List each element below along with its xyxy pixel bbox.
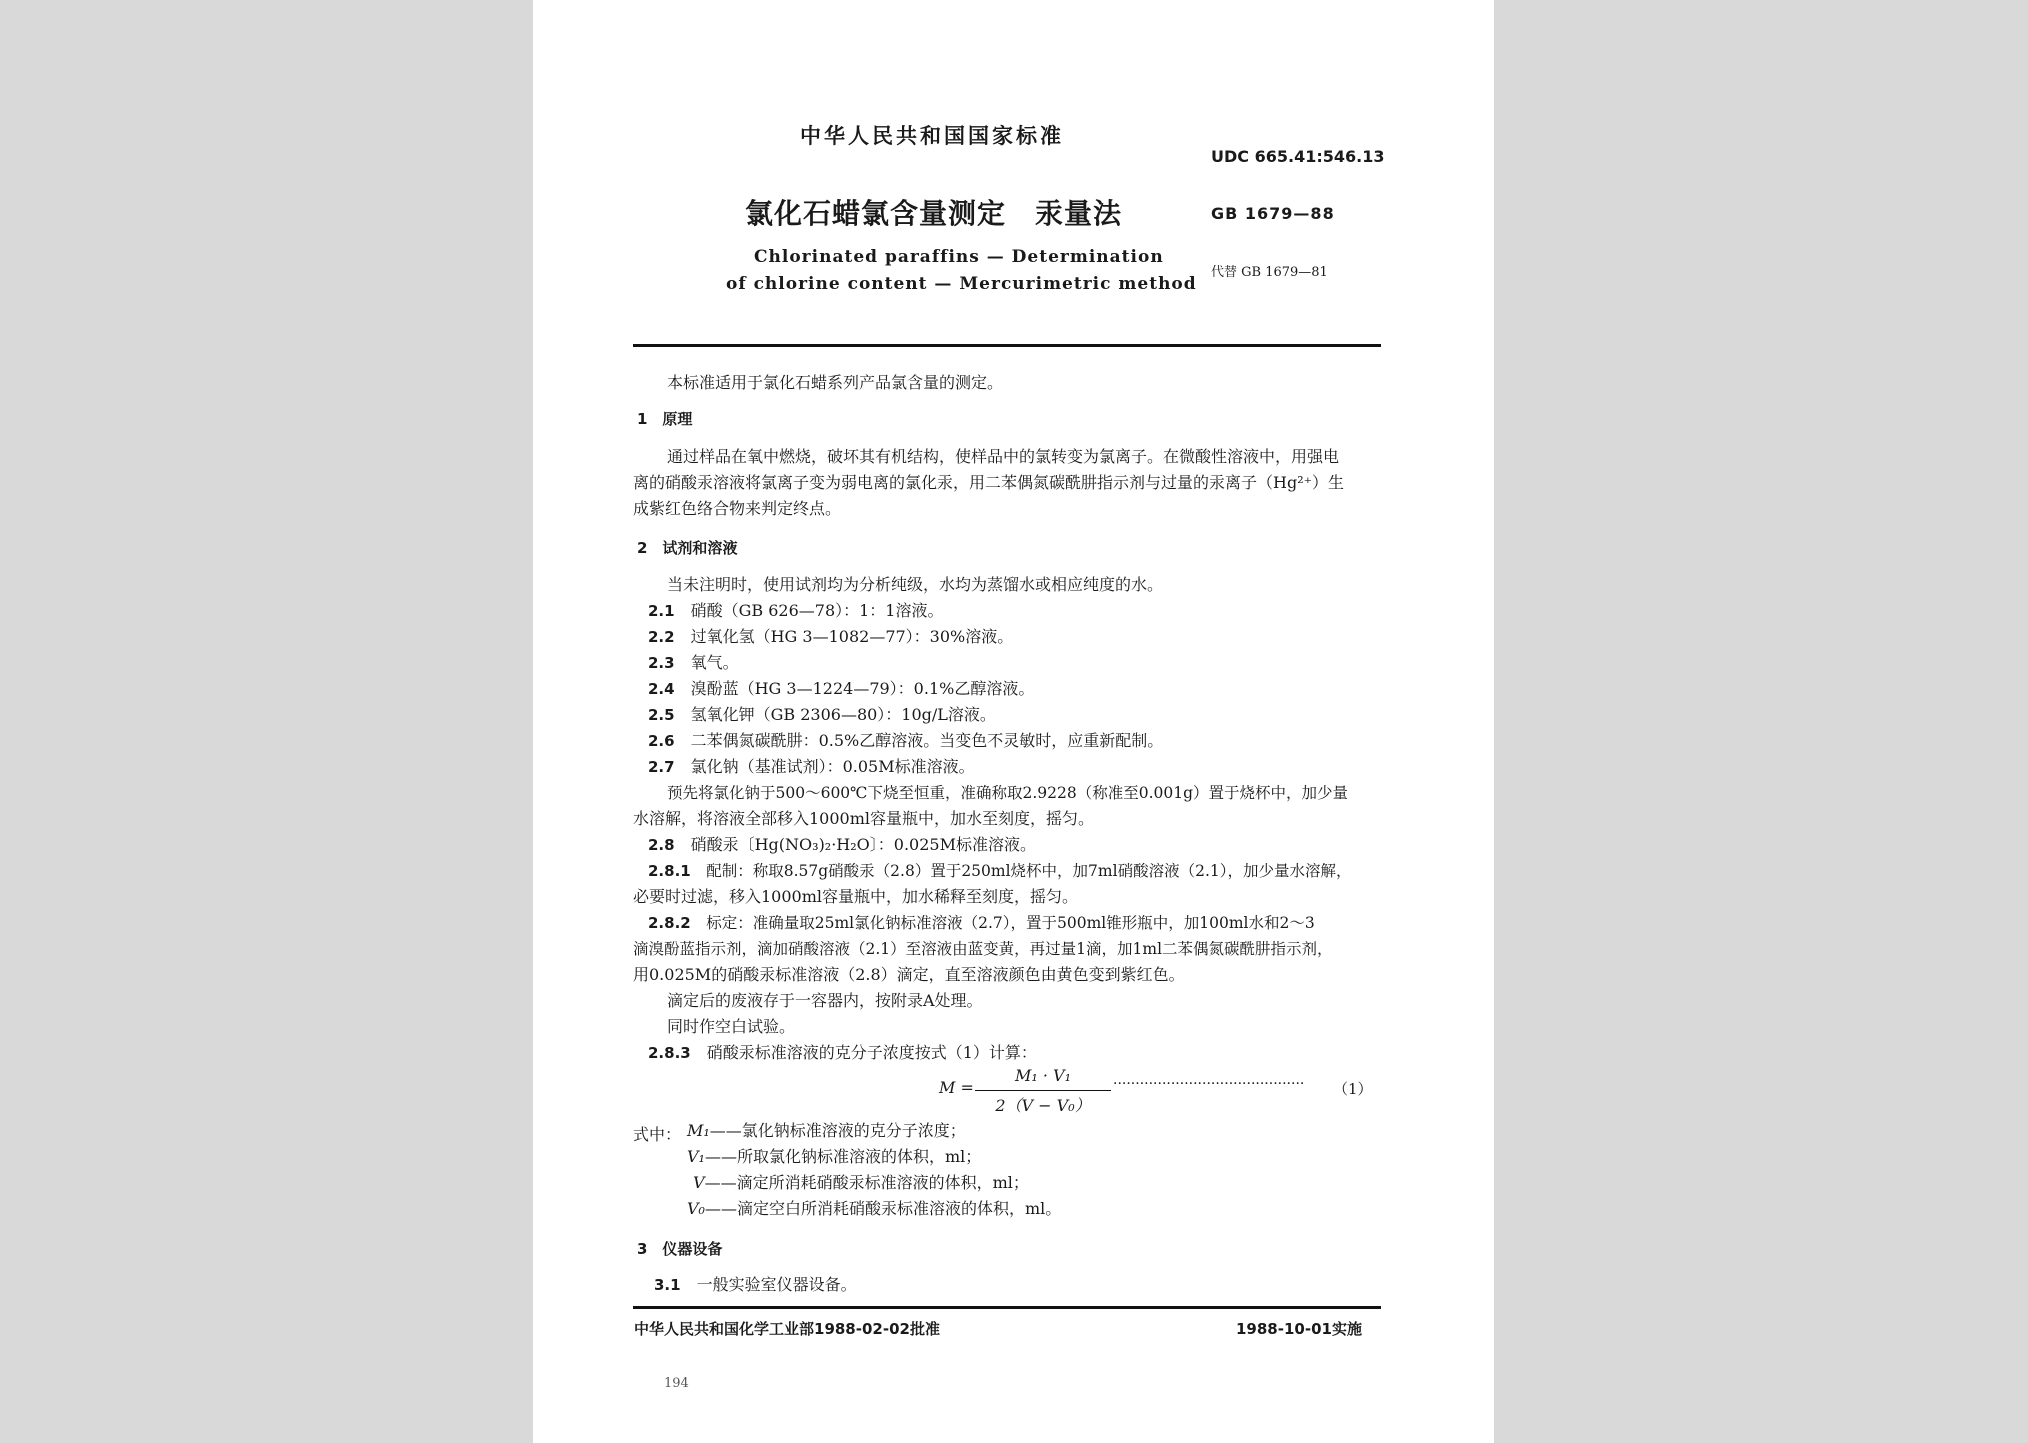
symbol: M₁ (687, 1121, 710, 1140)
scope-statement: 本标准适用于氯化石蜡系列产品氯含量的测定。 (667, 373, 1004, 392)
item-text: 二苯偶氮碳酰肼：0.5%乙醇溶液。当变色不灵敏时，应重新配制。 (690, 731, 1164, 750)
where-label: 式中： (633, 1125, 682, 1144)
item-text: 氢氧化钾（GB 2306—80）：10g/L溶液。 (690, 705, 996, 724)
section-2-heading: 2 试剂和溶液 (637, 539, 738, 557)
page-number: 194 (664, 1376, 689, 1391)
udc-code: UDC 665.41:546.13 (1211, 147, 1385, 166)
formula-denominator: 2（V − V₀） (995, 1096, 1091, 1115)
item-text: 标定：准确量取25ml氯化钠标准溶液（2.7），置于500ml锥形瓶中，加100ml水和2～3 (706, 914, 1315, 932)
reagent-item (648, 650, 739, 676)
effective-date: 1988-10-01实施 (1236, 1320, 1362, 1338)
item-number: 2.6 (648, 732, 675, 750)
item-number: 2.1 (648, 602, 675, 620)
reagent-item (648, 754, 975, 780)
nacl-prep-line2: 水溶解，将溶液全部移入1000ml容量瓶中，加水至刻度，摇匀。 (633, 809, 1095, 828)
definition-row (687, 1118, 966, 1144)
prep-2-8-1-line1 (648, 858, 1351, 884)
definition-row (687, 1144, 981, 1170)
reagent-item-2-8 (648, 832, 1036, 858)
calc-2-8-3 (648, 1040, 1037, 1066)
item-text: 硝酸汞标准溶液的克分子浓度按式（1）计算： (706, 1043, 1037, 1062)
formula-lhs: M = (939, 1078, 974, 1097)
item-number: 2.8.3 (648, 1044, 691, 1062)
definition-text: ——氯化钠标准溶液的克分子浓度； (709, 1121, 966, 1140)
item-number: 2.5 (648, 706, 675, 724)
reagent-item (648, 676, 1034, 702)
principle-line1: 通过样品在氧中燃烧，破坏其有机结构，使样品中的氯转变为氯离子。在微酸性溶液中，用强电 (667, 447, 1340, 466)
document-title-en-line1: Chlorinated paraffins — Determination (754, 247, 1164, 267)
definition-row (693, 1170, 1029, 1196)
item-number: 3.1 (654, 1276, 681, 1294)
document-title-en-line2: of chlorine content — Mercurimetric method (726, 274, 1197, 294)
reagent-note: 当未注明时，使用试剂均为分析纯级，水均为蒸馏水或相应纯度的水。 (667, 575, 1164, 594)
symbol: V (693, 1173, 705, 1192)
fraction-bar (975, 1090, 1111, 1091)
blank-test-note: 同时作空白试验。 (667, 1017, 796, 1036)
formula-numerator: M₁ · V₁ (1014, 1066, 1072, 1085)
item-text: 一般实验室仪器设备。 (696, 1275, 857, 1294)
formula-leader-dots: ··········································· (1113, 1076, 1305, 1092)
calib-2-8-2-line3: 用0.025M的硝酸汞标准溶液（2.8）滴定，直至溶液颜色由黄色变到紫红色。 (633, 965, 1185, 984)
document-page (533, 0, 1494, 1443)
definition-row (687, 1196, 1061, 1222)
reagent-item (648, 728, 1163, 754)
item-number: 2.2 (648, 628, 675, 646)
section-1-heading: 1 原理 (637, 410, 693, 428)
symbol: V₁ (687, 1147, 705, 1166)
principle-line3: 成紫红色络合物来判定终点。 (633, 499, 842, 518)
item-text: 硝酸汞〔Hg(NO₃)₂·H₂O〕：0.025M标准溶液。 (690, 835, 1036, 854)
symbol: V₀ (687, 1199, 705, 1218)
country-standard-label: 中华人民共和国国家标准 (800, 124, 1064, 148)
section-3-heading: 3 仪器设备 (637, 1240, 723, 1258)
definition-text: ——滴定所消耗硝酸汞标准溶液的体积，ml； (704, 1173, 1029, 1192)
footer-rule (633, 1306, 1381, 1309)
item-text: 氯化钠（基准试剂）：0.05M标准溶液。 (690, 757, 975, 776)
reagent-item (648, 702, 996, 728)
nacl-prep-line1: 预先将氯化钠于500～600℃下烧至恒重，准确称取2.9228（称准至0.001g）置于烧杯中，加少量 (667, 784, 1349, 802)
standard-code: GB 1679—88 (1211, 204, 1335, 223)
calib-2-8-2-line2: 滴溴酚蓝指示剂，滴加硝酸溶液（2.1）至溶液由蓝变黄，再过量1滴，加1ml二苯偶氮碳酰肼指示剂， (633, 940, 1333, 958)
item-text: 溴酚蓝（HG 3—1224—79）：0.1%乙醇溶液。 (690, 679, 1035, 698)
reagent-item (648, 598, 943, 624)
item-text: 过氧化氢（HG 3—1082—77）：30%溶液。 (690, 627, 1014, 646)
calib-2-8-2-line1 (648, 910, 1315, 936)
item-number: 2.3 (648, 654, 675, 672)
equipment-item (654, 1272, 857, 1298)
prep-2-8-1-line2: 必要时过滤，移入1000ml容量瓶中，加水稀释至刻度，摇匀。 (633, 887, 1079, 906)
item-number: 2.8.2 (648, 914, 691, 932)
waste-disposal-note: 滴定后的废液存于一容器内，按附录A处理。 (667, 991, 983, 1010)
definition-text: ——所取氯化钠标准溶液的体积，ml； (704, 1147, 982, 1166)
item-number: 2.8.1 (648, 862, 691, 880)
item-text: 氧气。 (690, 653, 739, 672)
item-text: 硝酸（GB 626—78）：1：1溶液。 (690, 601, 944, 620)
equation-number: （1） (1333, 1080, 1373, 1098)
item-number: 2.7 (648, 758, 675, 776)
item-number: 2.8 (648, 836, 675, 854)
header-rule (633, 344, 1381, 347)
document-title-cn: 氯化石蜡氯含量测定 汞量法 (745, 197, 1123, 230)
principle-line2: 离的硝酸汞溶液将氯离子变为弱电离的氯化汞，用二苯偶氮碳酰肼指示剂与过量的汞离子（Hg²⁺）生 (633, 473, 1345, 492)
approval-line: 中华人民共和国化学工业部1988-02-02批准 (634, 1320, 940, 1338)
reagent-item (648, 624, 1013, 650)
replaces-note: 代替 GB 1679—81 (1211, 265, 1328, 280)
definition-text: ——滴定空白所消耗硝酸汞标准溶液的体积，ml。 (704, 1199, 1062, 1218)
item-text: 配制：称取8.57g硝酸汞（2.8）置于250ml烧杯中，加7ml硝酸溶液（2.1），加少量水溶解， (706, 862, 1352, 880)
item-number: 2.4 (648, 680, 675, 698)
